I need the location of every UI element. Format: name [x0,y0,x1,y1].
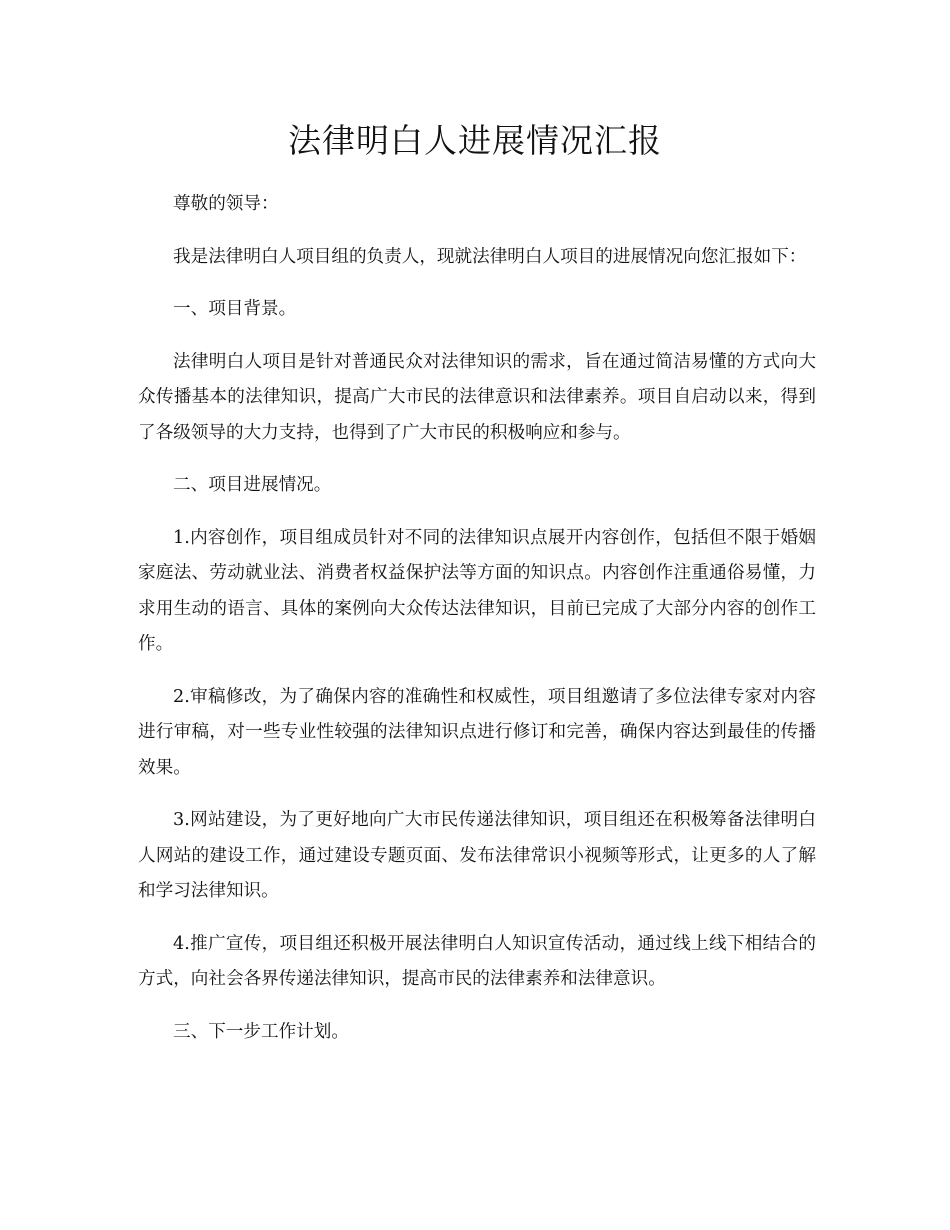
document-body [138,187,816,1067]
document-title: 法律明白人进展情况汇报 [288,121,662,161]
progress-item-promotion: 4.推广宣传，项目组还积极开展法律明白人知识宣传活动，通过线上线下相结合的方式，向社会各界传递法律知识，提高市民的法律素养和法律意识。 [138,933,816,989]
background-paragraph: 法律明白人项目是针对普通民众对法律知识的需求，旨在通过简洁易懂的方式向大众传播基本的法律知识，提高广大市民的法律意识和法律素养。项目自启动以来，得到了各级领导的大力支持，也得到了广大市民的积极响应和参与。 [138,351,816,443]
section-heading-next-steps: 三、下一步工作计划。 [173,1021,349,1042]
progress-item-content-creation: 1.内容创作，项目组成员针对不同的法律知识点展开内容创作，包括但不限于婚姻家庭法、劳动就业法、消费者权益保护法等方面的知识点。内容创作注重通俗易懂，力求用生动的语言、具体的案例向大众传达法律知识，目前已完成了大部分内容的创作工作。 [138,527,816,654]
progress-item-website: 3.网站建设，为了更好地向广大市民传递法律知识，项目组还在积极筹备法律明白人网站的建设工作，通过建设专题页面、发布法律常识小视频等形式，让更多的人了解和学习法律知识。 [138,810,816,901]
section-heading-background: 一、项目背景。 [173,299,297,319]
salutation: 尊敬的领导： [173,194,279,214]
intro-paragraph: 我是法律明白人项目组的负责人，现就法律明白人项目的进展情况向您汇报如下： [173,246,807,267]
progress-item-review: 2.审稿修改，为了确保内容的准确性和权威性，项目组邀请了多位法律专家对内容进行审稿，对一些专业性较强的法律知识点进行修订和完善，确保内容达到最佳的传播效果。 [138,686,816,778]
section-heading-progress: 二、项目进展情况。 [173,475,332,495]
